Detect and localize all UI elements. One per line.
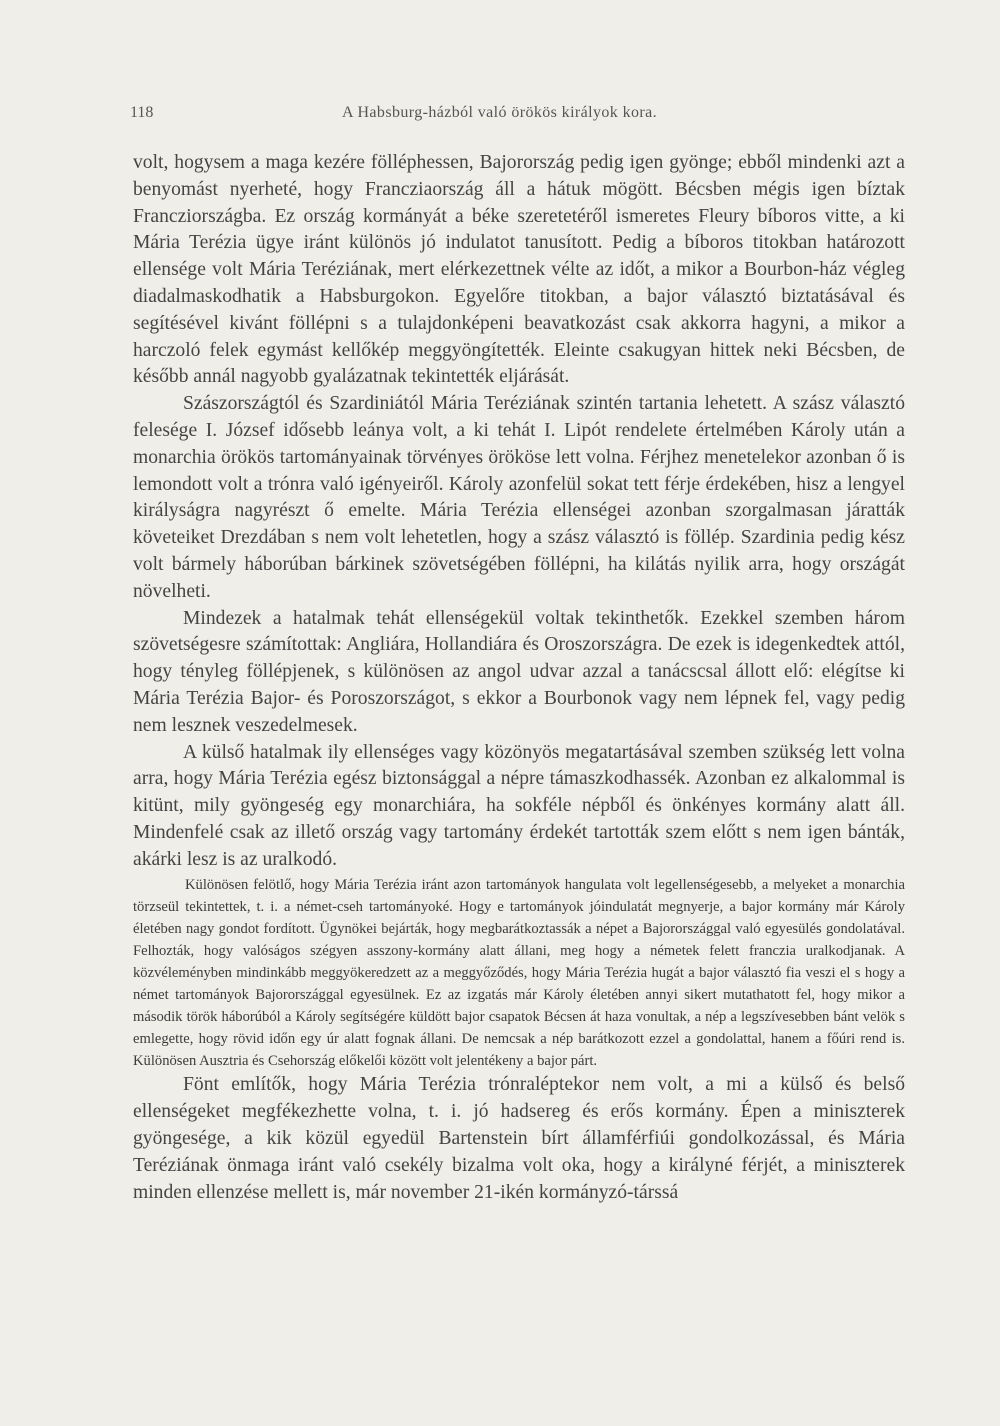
- note-paragraph: Különösen felötlő, hogy Mária Terézia iránt azon tartományok hangulata volt legellenségesebb, a melyeket a monarchia törzseül tekintettek, t. i. a német-cseh tartományoké. Hogy e tartományok jóindulatát megnyerje, a bajor kormány már Károly életében nagy gondot fordított. Ügynökei bejárták, hogy megbarátkoztassák a népet a Bajorországgal való egyesülés gondolatával. Felhozták, hogy valóságos szégyen asszony-kormány alatt állani, meg hogy a németek felett franczia uralkodjanak. A közvéleményben mindinkább meggyökeredzett az a meggyőződés, hogy Mária Terézia hugát a bajor választó fia veszi el s hogy a német tartományok Bajorországgal egyesülnek. Ez az izgatás már Károly életében annyi sikert mutathatott fel, hogy mikor a második török háborúból a Károly segítségére küldött bajor csapatok Bécsen át haza vonultak, a nép a legszívesebben bánt velök s emlegette, hogy rövid időn egy úr alatt fognak állani. De nemcsak a nép barátkozott ezzel a gondolattal, hanem a főúri rend is. Különösen Ausztria és Csehország előkelői között volt jelentékeny a bajor párt.: [133, 876, 905, 1070]
- page-body: [133, 150, 905, 1206]
- paragraph: Fönt említők, hogy Mária Terézia trónraléptekor nem volt, a mi a külső és belső ellenségeket megfékezhette volna, t. i. jó hadsereg és erős kormány. Épen a miniszterek gyöngesége, a kik közül egyedül Bartenstein bírt államférfiúi gondolkozással, és Mária Teréziának önmaga iránt való csekély bizalma volt oka, hogy a királyné férjét, a miniszterek minden ellenzése mellett is, már november 21-ikén kormányzó-társsá: [133, 1074, 905, 1203]
- page-header: [130, 104, 902, 128]
- running-title: A Habsburg-házból való örökös királyok kora.: [342, 104, 658, 121]
- paragraph: Szászországtól és Szardiniától Mária Teréziának szintén tartania lehetett. A szász választó felesége I. József idősebb leánya volt, a ki tehát I. Lipót rendelete értelmében Károly után a monarchia örökös tartományainak törvényes örököse lett volna. Férjhez menetelekor azonban ő is lemondott volt a trónra való igényeiről. Károly azonfelül sokat tett férje érdekében, hisz a lengyel királyságra nagyrészt ő emelte. Mária Terézia ellenségei azonban szorgalmasan járatták követeiket Drezdában s nem volt lehetetlen, hogy a szász választó is föllép. Szardinia pedig kész volt bármely háborúban bárkinek szövetségében föllépni, ha kilátás nyilik arra, hogy országát növelheti.: [133, 393, 905, 602]
- paragraph: A külső hatalmak ily ellenséges vagy közönyös megatartásával szemben szükség lett volna arra, hogy Mária Terézia egész biztonsággal a népre támaszkodhassék. Azonban ez alkalommal is kitünt, mily gyöngeség egy monarchiára, ha sokféle népből és önkényes kormány alatt áll. Mindenfelé csak az illető ország vagy tartomány érdekét tartották szem előtt s nem igen bánták, akárki lesz is az uralkodó.: [133, 741, 905, 870]
- paragraph: volt, hogysem a maga kezére fölléphessen, Bajorország pedig igen gyönge; ebből mindenki azt a benyomást nyerheté, hogy Francziaország áll a hátuk mögött. Bécsben mégis igen bíztak Francziországba. Ez ország kormányát a béke szeretetéről ismeretes Fleury bíboros vitte, a ki Mária Terézia ügye iránt különös jó indulatot tanusított. Pedig a bíboros titokban határozott ellensége volt Mária Teréziának, mert elérkezettnek vélte az időt, a mikor a Bourbon-ház végleg diadalmaskodhatik a Habsburgokon. Egyelőre titokban, a bajor választó biztatásával és segítésével kivánt föllépni s a tulajdonképeni beavatkozást csak akkorra hagyni, a mikor a harczoló felek egymást kellőkép meggyöngítették. Eleinte csakugyan hittek neki Bécsben, de később annál nagyobb gyalázatnak tekintették eljárását.: [133, 152, 905, 388]
- paragraph: Mindezek a hatalmak tehát ellenségekül voltak tekinthetők. Ezekkel szemben három szövetségesre számítottak: Angliára, Hollandiára és Oroszországra. De ezek is idegenkedtek attól, hogy tényleg föllépjenek, s különösen az angol udvar azzal a tanácscsal állott elő: elégítse ki Mária Terézia Bajor- és Poroszországot, s ekkor a Bourbonok vagy nem lépnek fel, vagy pedig nem lesznek veszedelmesek.: [133, 607, 905, 736]
- page-number: 118: [130, 104, 154, 121]
